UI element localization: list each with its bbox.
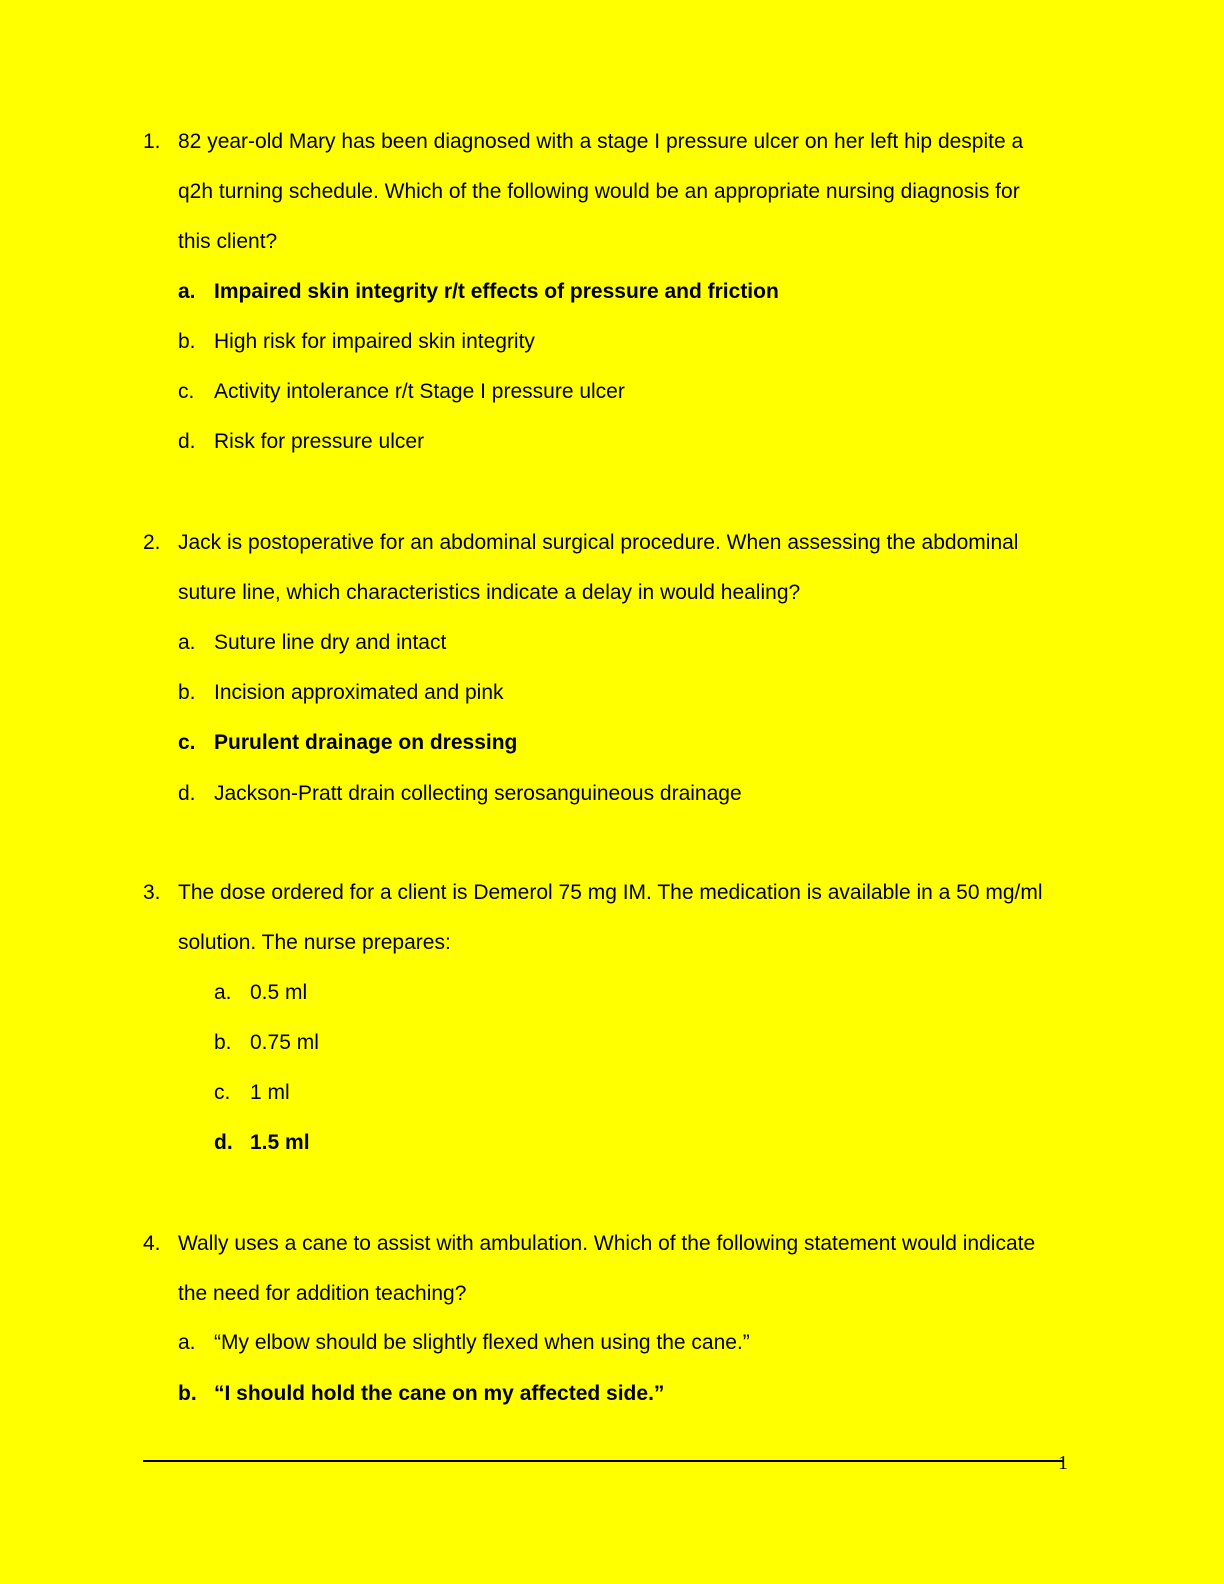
footer-rule [143, 1460, 1063, 1462]
question-text-line: Wally uses a cane to assist with ambulation. Which of the following statement would indicate [178, 1232, 1036, 1255]
question-text-line: this client? [178, 230, 278, 253]
question-number: 2. [143, 531, 161, 554]
option-letter: a. [178, 1331, 196, 1354]
option-letter: b. [214, 1031, 232, 1054]
question-text-line: 82 year-old Mary has been diagnosed with a stage I pressure ulcer on her left hip despite a [178, 130, 1024, 153]
option-text: Jackson-Pratt drain collecting serosanguineous drainage [214, 782, 742, 805]
question-number: 3. [143, 881, 161, 904]
option-text-correct: Purulent drainage on dressing [214, 731, 518, 754]
option-letter: b. [178, 681, 196, 704]
option-letter: a. [178, 280, 196, 303]
option-text-correct: 1.5 ml [250, 1131, 310, 1154]
option-letter: d. [214, 1131, 233, 1154]
question-text-line: The dose ordered for a client is Demerol 75 mg IM. The medication is available in a 50 mg/ml [178, 881, 1043, 904]
option-letter: d. [178, 430, 196, 453]
option-letter: c. [178, 731, 196, 754]
question-number: 4. [143, 1232, 161, 1255]
option-text: 0.5 ml [250, 981, 308, 1004]
option-text: 1 ml [250, 1081, 290, 1104]
question-text-line: Jack is postoperative for an abdominal surgical procedure. When assessing the abdominal [178, 531, 1019, 554]
page-number: 1 [1058, 1452, 1068, 1474]
option-letter: c. [214, 1081, 231, 1104]
option-text: Incision approximated and pink [214, 681, 504, 704]
question-number: 1. [143, 130, 161, 153]
option-text: Suture line dry and intact [214, 631, 447, 654]
option-letter: a. [214, 981, 232, 1004]
option-letter: b. [178, 330, 196, 353]
option-letter: b. [178, 1382, 197, 1405]
option-text: “My elbow should be slightly flexed when using the cane.” [214, 1331, 750, 1354]
option-text-correct: Impaired skin integrity r/t effects of pressure and friction [214, 280, 779, 303]
question-text-line: q2h turning schedule. Which of the following would be an appropriate nursing diagnosis for [178, 180, 1020, 203]
option-letter: a. [178, 631, 196, 654]
option-text-correct: “I should hold the cane on my affected side.” [214, 1382, 665, 1405]
question-text-line: solution. The nurse prepares: [178, 931, 451, 954]
option-text: High risk for impaired skin integrity [214, 330, 535, 353]
option-text: Activity intolerance r/t Stage I pressure ulcer [214, 380, 625, 403]
option-text: 0.75 ml [250, 1031, 319, 1054]
question-text-line: suture line, which characteristics indicate a delay in would healing? [178, 581, 801, 604]
option-text: Risk for pressure ulcer [214, 430, 425, 453]
question-text-line: the need for addition teaching? [178, 1282, 467, 1305]
option-letter: c. [178, 380, 195, 403]
option-letter: d. [178, 782, 196, 805]
